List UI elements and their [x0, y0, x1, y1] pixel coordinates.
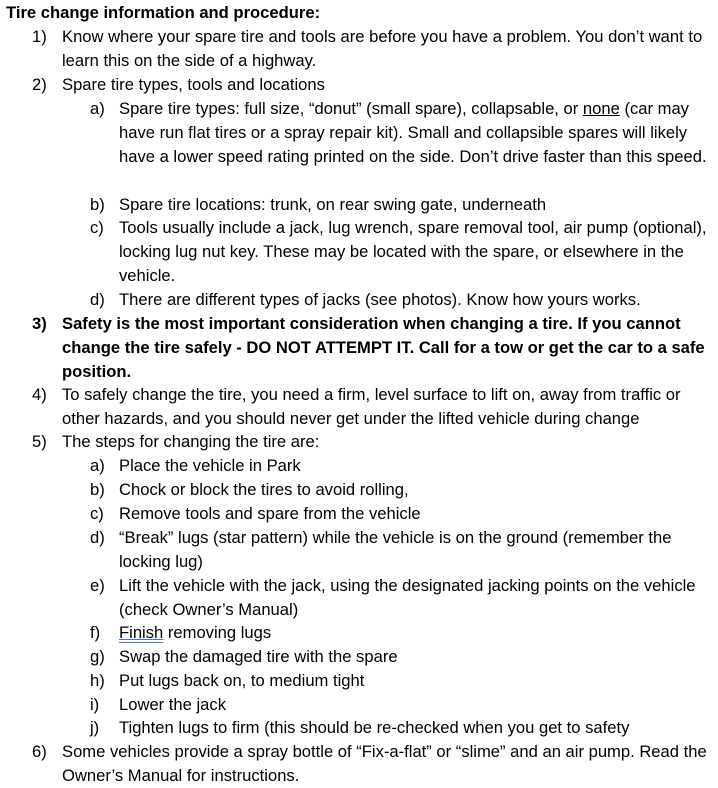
text-part: removing lugs — [163, 623, 272, 642]
marked-word: Finish — [119, 623, 164, 642]
sublist-text: Spare tire locations: trunk, on rear swing gate, underneath — [119, 195, 547, 214]
list-text: The steps for changing the tire are: — [62, 432, 320, 451]
sublist-text — [119, 97, 713, 169]
list-text: Some vehicles provide a spray bottle of “Fix-a-flat” or “slime” and an air pump. Read the Owner’s Manual for instructions. — [62, 742, 707, 785]
underlined-word: none — [582, 99, 620, 118]
sublist-letter: c) — [90, 504, 104, 523]
sublist-text — [119, 621, 713, 645]
list-text: Spare tire types, tools and locations — [62, 75, 325, 94]
list-number: 5) — [32, 432, 47, 451]
sublist-text: “Break” lugs (star pattern) while the vehicle is on the ground (remember the locking lug) — [119, 528, 672, 571]
list-text: Safety is the most important consideration when changing a tire. If you cannot change the tire safely - DO NOT ATTEMPT IT. Call for a tow or get the car to a safe position. — [62, 314, 705, 381]
sublist-letter: d) — [90, 290, 105, 309]
sublist-letter: c) — [90, 218, 104, 237]
sublist-letter: b) — [90, 195, 105, 214]
sublist-text: Remove tools and spare from the vehicle — [119, 504, 421, 523]
sublist-text: Place the vehicle in Park — [119, 456, 301, 475]
sublist-letter: a) — [90, 99, 105, 118]
sublist-letter: i) — [90, 695, 100, 714]
sublist-text: Lower the jack — [119, 695, 226, 714]
sublist-letter: f) — [90, 623, 101, 642]
list-text: Know where your spare tire and tools are before you have a problem. You don’t want to learn this on the side of a highway. — [62, 27, 703, 70]
sublist-text: There are different types of jacks (see photos). Know how yours works. — [119, 290, 641, 309]
sublist-letter: e) — [90, 576, 105, 595]
sublist-text: Swap the damaged tire with the spare — [119, 647, 398, 666]
sublist-letter: g) — [90, 647, 105, 666]
sublist-text: Put lugs back on, to medium tight — [119, 671, 365, 690]
sublist-letter: j) — [90, 718, 100, 737]
list-number: 2) — [32, 75, 47, 94]
sublist-text: Tighten lugs to firm (this should be re-checked when you get to safety — [119, 718, 630, 737]
document-title: Tire change information and procedure: — [6, 3, 321, 22]
text-part: Spare tire types: full size, “donut” (small spare), collapsable, or — [119, 99, 583, 118]
text-part: (car may have run flat tires or a spray repair kit). Small and collapsible spares will likely have a lower speed rating printed on the side. Don’t drive faster than this speed. — [119, 99, 707, 166]
sublist-text: Tools usually include a jack, lug wrench, spare removal tool, air pump (optional), locking lug nut key. These may be located with the spare, or elsewhere in the vehicle. — [119, 218, 707, 285]
sublist-letter: d) — [90, 528, 105, 547]
sublist-text: Lift the vehicle with the jack, using the designated jacking points on the vehicle (check Owner’s Manual) — [119, 576, 696, 619]
list-text: To safely change the tire, you need a firm, level surface to lift on, away from traffic or other hazards, and you should never get under the lifted vehicle during change — [62, 385, 681, 428]
sublist-letter: b) — [90, 480, 105, 499]
list-number: 3) — [32, 314, 47, 333]
sublist-letter: h) — [90, 671, 105, 690]
list-number: 6) — [32, 742, 47, 761]
list-number: 4) — [32, 385, 47, 404]
list-number: 1) — [32, 27, 47, 46]
sublist-text: Chock or block the tires to avoid rolling, — [119, 480, 409, 499]
sublist-letter: a) — [90, 456, 105, 475]
